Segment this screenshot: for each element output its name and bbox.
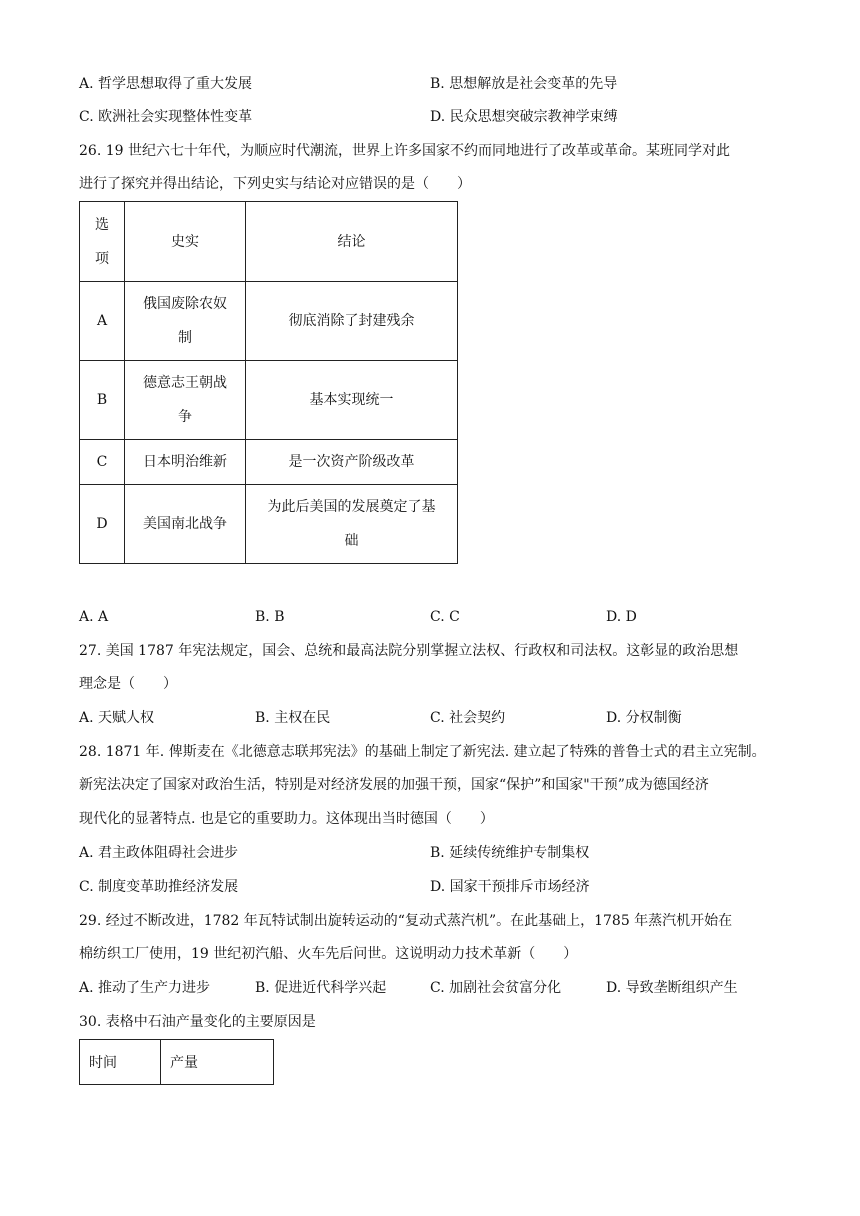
q26-row-c — [80, 440, 458, 485]
q26-row-a-opt: A — [80, 282, 125, 361]
q30-table — [79, 1039, 274, 1085]
q27-stem-line1: 27. 美国 1787 年宪法规定，国会、总统和最高法院分别掌握立法权、行政权和司法权。这彰显的政治思想 — [79, 643, 739, 659]
q26-row-b — [80, 361, 458, 440]
q26-row-a — [80, 282, 458, 361]
q27-option-d: D. 分权制衡 — [606, 710, 682, 726]
q26-row-d-opt: D — [80, 485, 125, 564]
q26-row-b-fact: 德意志王朝战 争 — [125, 361, 246, 440]
q30-header-output: 产量 — [161, 1040, 274, 1085]
q26-row-b-conclusion: 基本实现统一 — [246, 361, 458, 440]
q26-row-d — [80, 485, 458, 564]
q26-row-a-conclusion: 彻底消除了封建残余 — [246, 282, 458, 361]
q26-option-d: D. D — [606, 609, 637, 625]
q26-header-conclusion: 结论 — [246, 202, 458, 282]
q25-option-d: D. 民众思想突破宗教神学束缚 — [430, 109, 618, 125]
q28-option-b: B. 延续传统维护专制集权 — [430, 845, 590, 861]
q26-table — [79, 201, 458, 564]
q26-row-c-fact: 日本明治维新 — [125, 440, 246, 485]
q29-stem-line2: 棉纺织工厂使用，19 世纪初汽船、火车先后问世。这说明动力技术革新（ ） — [79, 946, 578, 962]
q26-header-fact: 史实 — [125, 202, 246, 282]
q26-stem-line1: 26. 19 世纪六七十年代，为顺应时代潮流，世界上许多国家不约而同地进行了改革或革命。某班同学对此 — [79, 143, 730, 159]
q26-stem-line2: 进行了探究并得出结论，下列史实与结论对应错误的是（ ） — [79, 176, 471, 192]
q28-stem-line1: 28. 1871 年. 俾斯麦在《北德意志联邦宪法》的基础上制定了新宪法. 建立起了特殊的普鲁士式的君主立宪制。 — [79, 744, 766, 760]
q28-option-a: A. 君主政体阻碍社会进步 — [79, 845, 239, 861]
q26-row-d-conclusion: 为此后美国的发展奠定了基 础 — [246, 485, 458, 564]
q26-option-a: A. A — [79, 609, 109, 625]
q26-row-c-opt: C — [80, 440, 125, 485]
q28-stem-line2: 新宪法决定了国家对政治生活，特别是对经济发展的加强干预，国家“保护”和国家"干预”成为德国经济 — [79, 777, 709, 793]
q28-option-d: D. 国家干预排斥市场经济 — [430, 879, 590, 895]
q29-stem-line1: 29. 经过不断改进，1782 年瓦特试制出旋转运动的“复动式蒸汽机”。在此基础上，1785 年蒸汽机开始在 — [79, 913, 733, 929]
q28-option-c: C. 制度变革助推经济发展 — [79, 879, 239, 895]
q26-option-b: B. B — [255, 609, 285, 625]
q26-row-c-conclusion: 是一次资产阶级改革 — [246, 440, 458, 485]
q29-option-d: D. 导致垄断组织产生 — [606, 980, 738, 996]
q25-option-a: A. 哲学思想取得了重大发展 — [79, 76, 253, 92]
q27-stem-line2: 理念是（ ） — [79, 676, 177, 692]
q25-option-c: C. 欧洲社会实现整体性变革 — [79, 109, 253, 125]
q25-option-b: B. 思想解放是社会变革的先导 — [430, 76, 618, 92]
q28-stem-line3: 现代化的显著特点. 也是它的重要助力。这体现出当时德国（ ） — [79, 811, 494, 827]
q29-option-c: C. 加剧社会贫富分化 — [430, 980, 562, 996]
q26-header-option — [80, 202, 125, 282]
q27-option-c: C. 社会契约 — [430, 710, 506, 726]
q26-row-d-fact: 美国南北战争 — [125, 485, 246, 564]
q30-header-time: 时间 — [80, 1040, 161, 1085]
q26-row-a-fact: 俄国废除农奴 制 — [125, 282, 246, 361]
q26-header-option-text: 选 项 — [95, 216, 109, 267]
q30-stem: 30. 表格中石油产量变化的主要原因是 — [79, 1014, 316, 1030]
q26-row-b-opt: B — [80, 361, 125, 440]
q27-option-a: A. 天赋人权 — [79, 710, 155, 726]
q29-option-b: B. 促进近代科学兴起 — [255, 980, 387, 996]
q27-option-b: B. 主权在民 — [255, 710, 331, 726]
q26-option-c: C. C — [430, 609, 460, 625]
q29-option-a: A. 推动了生产力进步 — [79, 980, 211, 996]
